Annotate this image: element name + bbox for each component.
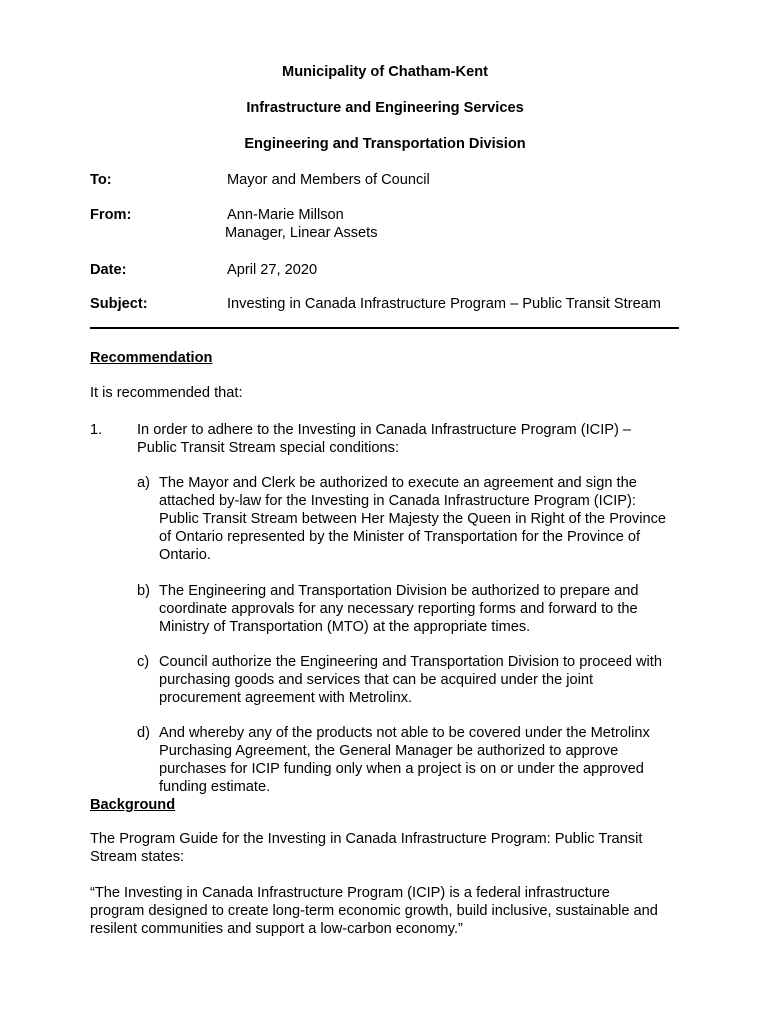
from-name: Ann-Marie Millson	[227, 207, 344, 223]
item-number: 1.	[90, 422, 103, 438]
subitem-line: procurement agreement with Metrolinx.	[159, 690, 413, 706]
subitem-marker-b: b)	[137, 583, 150, 599]
item-line: In order to adhere to the Investing in Canada Infrastructure Program (ICIP) –	[137, 422, 632, 438]
subitem-marker-c: c)	[137, 654, 150, 670]
subitem-marker-a: a)	[137, 475, 150, 491]
from-label: From:	[90, 207, 132, 223]
subitem-line: Purchasing Agreement, the General Manager be authorized to approve	[159, 743, 619, 759]
subject-value: Investing in Canada Infrastructure Program – Public Transit Stream	[227, 296, 661, 312]
quote-line: “The Investing in Canada Infrastructure Program (ICIP) is a federal infrastructure	[90, 885, 610, 901]
from-title: Manager, Linear Assets	[225, 225, 378, 241]
subitem-line: The Engineering and Transportation Division be authorized to prepare and	[159, 583, 639, 599]
subitem-line: coordinate approvals for any necessary reporting forms and forward to the	[159, 601, 638, 617]
quote-line: program designed to create long-term economic growth, build inclusive, sustainable and	[90, 903, 658, 919]
background-paragraph-line: The Program Guide for the Investing in Canada Infrastructure Program: Public Transit	[90, 831, 643, 847]
subitem-marker-d: d)	[137, 725, 150, 741]
item-line: Public Transit Stream special conditions:	[137, 440, 399, 456]
subject-label: Subject:	[90, 296, 148, 312]
background-paragraph-line: Stream states:	[90, 849, 185, 865]
header-divider	[90, 327, 679, 329]
subitem-line: of Ontario represented by the Minister of Transportation for the Province of	[159, 529, 641, 545]
department-title: Infrastructure and Engineering Services	[246, 100, 524, 116]
to-label: To:	[90, 172, 112, 188]
to-value: Mayor and Members of Council	[227, 172, 430, 188]
subitem-line: Ontario.	[159, 547, 211, 563]
subitem-line: And whereby any of the products not able to be covered under the Metrolinx	[159, 725, 650, 741]
date-label: Date:	[90, 262, 127, 278]
background-heading: Background	[90, 797, 176, 813]
subitem-line: attached by-law for the Investing in Canada Infrastructure Program (ICIP):	[159, 493, 636, 509]
subitem-line: Public Transit Stream between Her Majesty the Queen in Right of the Province	[159, 511, 666, 527]
subitem-line: purchasing goods and services that can be acquired under the joint	[159, 672, 594, 688]
division-title: Engineering and Transportation Division	[244, 136, 526, 152]
subitem-line: The Mayor and Clerk be authorized to execute an agreement and sign the	[159, 475, 637, 491]
subitem-line: Council authorize the Engineering and Transportation Division to proceed with	[159, 654, 662, 670]
recommendation-heading: Recommendation	[90, 350, 213, 366]
subitem-line: funding estimate.	[159, 779, 271, 795]
quote-line: resilent communities and support a low-carbon economy.”	[90, 921, 463, 937]
date-value: April 27, 2020	[227, 262, 318, 278]
subitem-line: purchases for ICIP funding only when a project is on or under the approved	[159, 761, 644, 777]
recommendation-intro: It is recommended that:	[90, 385, 243, 401]
subitem-line: Ministry of Transportation (MTO) at the appropriate times.	[159, 619, 531, 635]
municipality-title: Municipality of Chatham-Kent	[282, 64, 488, 80]
